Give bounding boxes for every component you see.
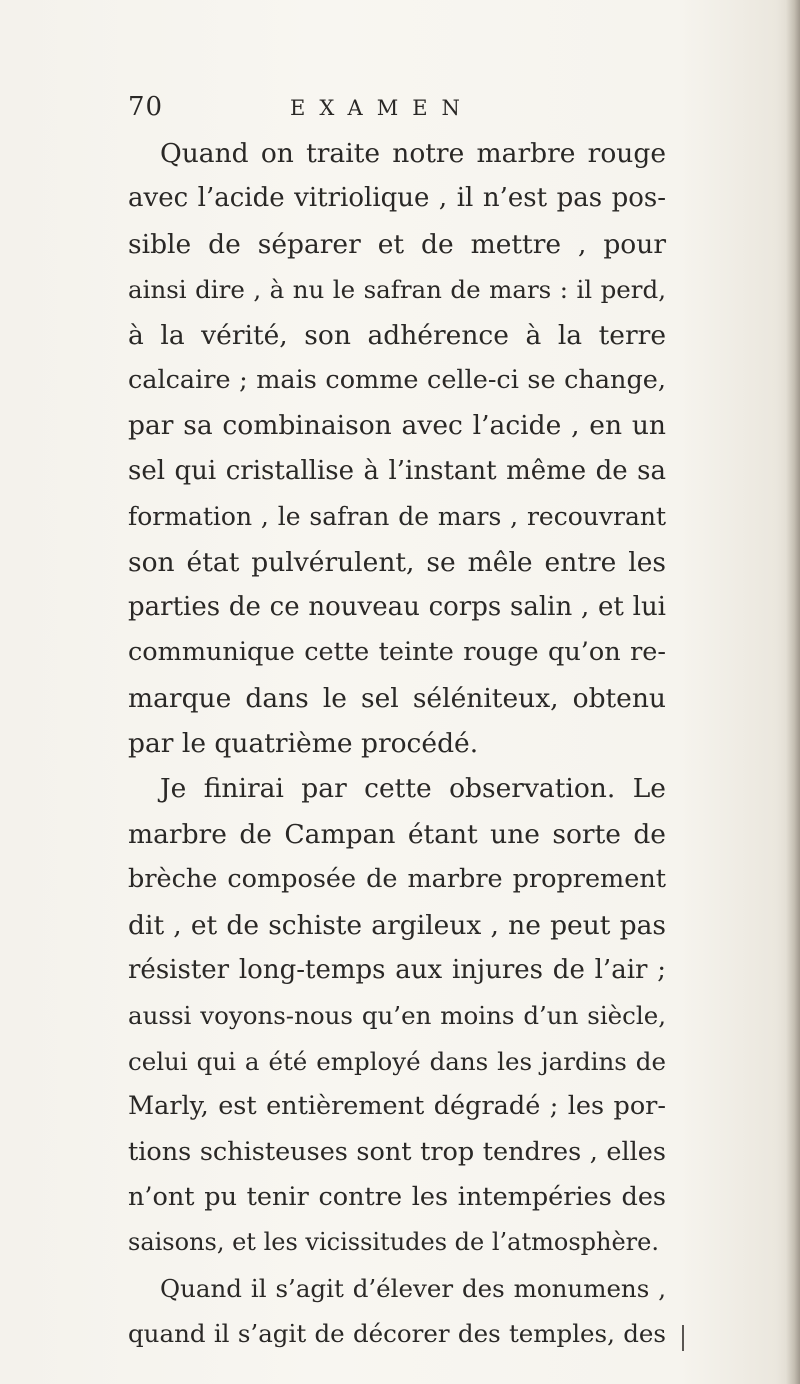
text-line: par sa combinaison avec l’acide , en un [128,410,666,442]
text-line: avec l’acide vitriolique , il n’est pas pos- [128,183,666,214]
page-edge-shadow [786,0,800,1384]
stray-ink-mark [682,1325,684,1351]
text-line: résister long-temps aux injures de l’air ; [128,955,666,986]
text-line: celui qui a été employé dans les jardins de [128,1046,666,1076]
text-line: n’ont pu tenir contre les intempéries des [128,1181,666,1212]
text-line: par le quatrième procédé. [128,728,479,760]
text-line: marbre de Campan étant une sorte de [128,818,666,850]
text-line: Quand on traite notre marbre rouge [160,138,666,169]
page-header [128,92,648,128]
text-line: sible de séparer et de mettre , pour [128,228,666,260]
text-line: calcaire ; mais comme celle-ci se change, [128,364,666,395]
text-line: ainsi dire , à nu le safran de mars : il perd, [128,275,666,305]
text-line: tions schisteuses sont trop tendres , elles [128,1136,666,1167]
text-line: à la vérité, son adhérence à la terre [128,319,666,351]
text-line: parties de ce nouveau corps salin , et lui [128,591,666,622]
running-title: EXAMEN [290,96,474,120]
text-line: sel qui cristallise à l’instant même de sa [128,455,666,486]
text-line: quand il s’agit de décorer des temples, des [128,1319,666,1349]
text-line: saisons, et les vicissitudes de l’atmosphère. [128,1228,659,1257]
text-line: aussi voyons-nous qu’en moins d’un siècle, [128,1001,666,1031]
text-line: Quand il s’agit d’élever des monumens , [160,1273,666,1303]
text-line: Marly, est entièrement dégradé ; les por- [128,1091,666,1122]
text-line: communique cette teinte rouge qu’on re- [128,637,666,668]
text-line: dit , et de schiste argileux , ne peut pas [128,909,666,941]
text-line: formation , le safran de mars , recouvrant [128,502,666,532]
text-line: brèche composée de marbre proprement [128,864,666,895]
body-text [128,131,666,1357]
text-line: son état pulvérulent, se mêle entre les [128,546,666,578]
page-number: 70 [128,92,164,122]
text-line: marque dans le sel séléniteux, obtenu [128,682,666,714]
text-line: Je finirai par cette observation. Le [160,773,666,805]
